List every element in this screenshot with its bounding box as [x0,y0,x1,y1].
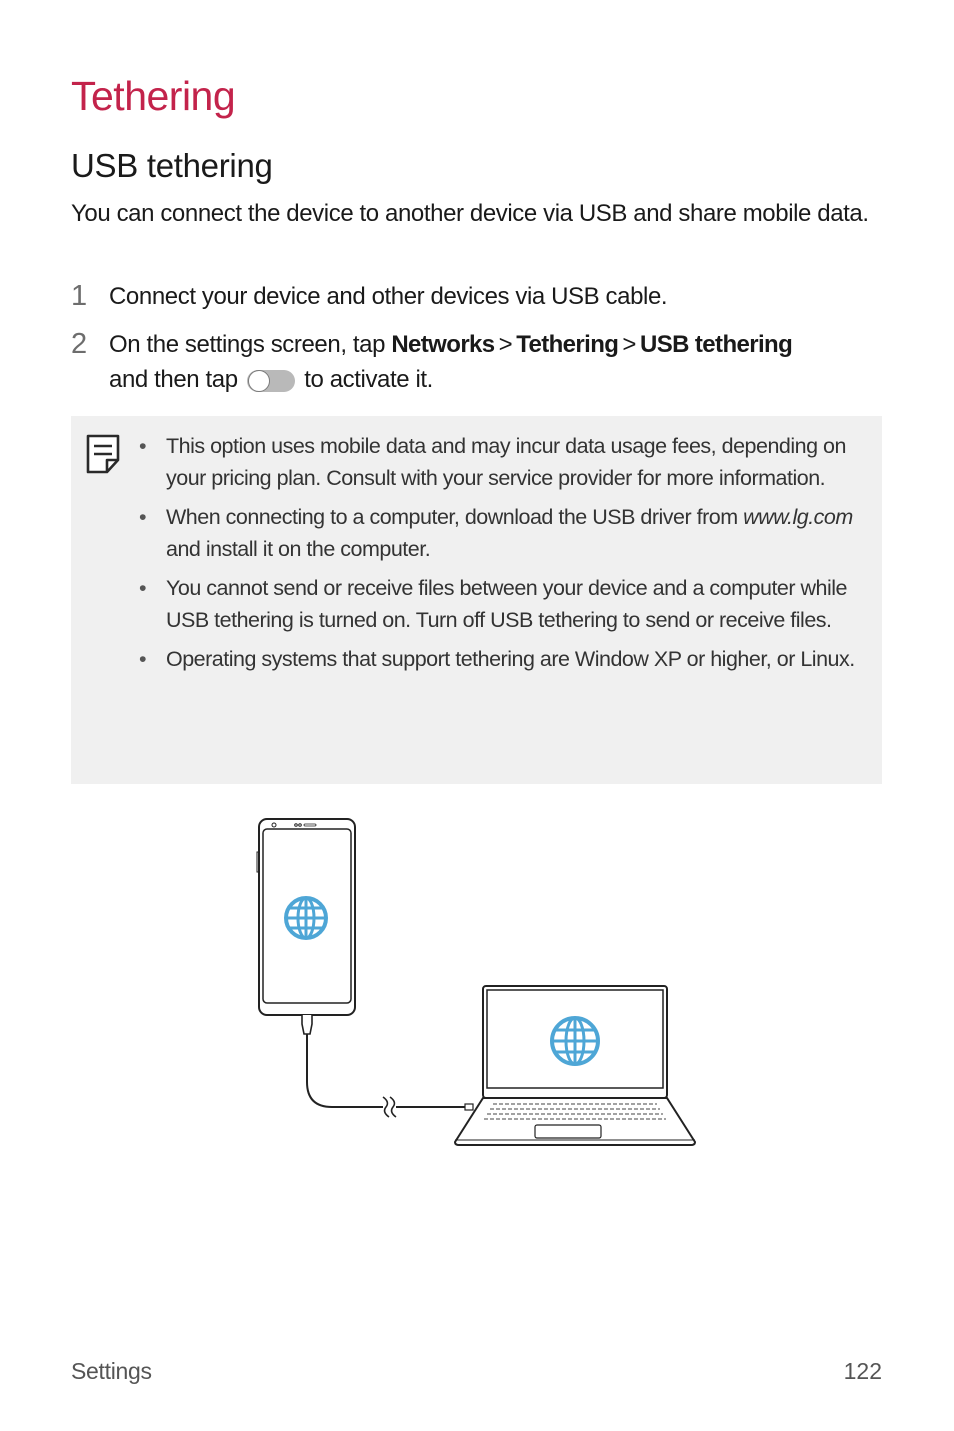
phone-illustration [257,819,465,1117]
bullet: • [139,505,147,529]
step-text [109,327,869,397]
step-number: 2 [71,328,87,360]
bullet: • [139,576,147,600]
path-separator: > [622,331,636,358]
lg-website-link[interactable]: www.lg.com [743,505,853,529]
globe-icon [286,898,326,938]
footer-section-name: Settings [71,1358,152,1384]
note-item [139,430,861,494]
menu-path-networks: Networks [391,331,495,358]
step-1 [71,279,871,319]
section-title: USB tethering [71,147,273,184]
note-icon [85,434,121,474]
footer-page-number: 122 [843,1358,882,1384]
switch-knob [248,370,270,392]
menu-path-usb-tethering: USB tethering [639,331,793,358]
step-text-before: On the settings screen, tap [109,331,386,358]
step-number: 1 [71,280,87,312]
step-2 [71,327,871,402]
note-item [139,572,861,636]
note-text: and install it on the computer. [166,537,431,561]
note-text: Operating systems that support tethering are Window XP or higher, or Linux. [166,647,855,671]
globe-icon [552,1018,598,1064]
bullet: • [139,647,147,671]
note-text: You cannot send or receive files between your device and a computer while USB tethering is turned on. Turn off USB tethering to send or receive files. [166,576,847,632]
page-title: Tethering [71,73,236,119]
note-box [71,416,882,784]
step-text-after: to activate it. [304,366,433,393]
note-list [139,430,861,682]
note-text: When connecting to a computer, download the USB driver from [166,505,738,529]
usb-tethering-illustration [240,812,710,1157]
bullet: • [139,434,147,458]
note-item [139,643,861,675]
step-text-middle: and then tap [109,366,238,393]
menu-path-tethering: Tethering [516,331,619,358]
note-text: This option uses mobile data and may incur data usage fees, depending on your pricing plan. Consult with your service provider for more information. [166,434,846,490]
note-item [139,501,861,565]
switch-off-icon [247,370,295,392]
path-separator: > [498,331,513,358]
intro-paragraph: You can connect the device to another device via USB and share mobile data. [71,200,869,227]
step-text: Connect your device and other devices via USB cable. [109,283,668,310]
